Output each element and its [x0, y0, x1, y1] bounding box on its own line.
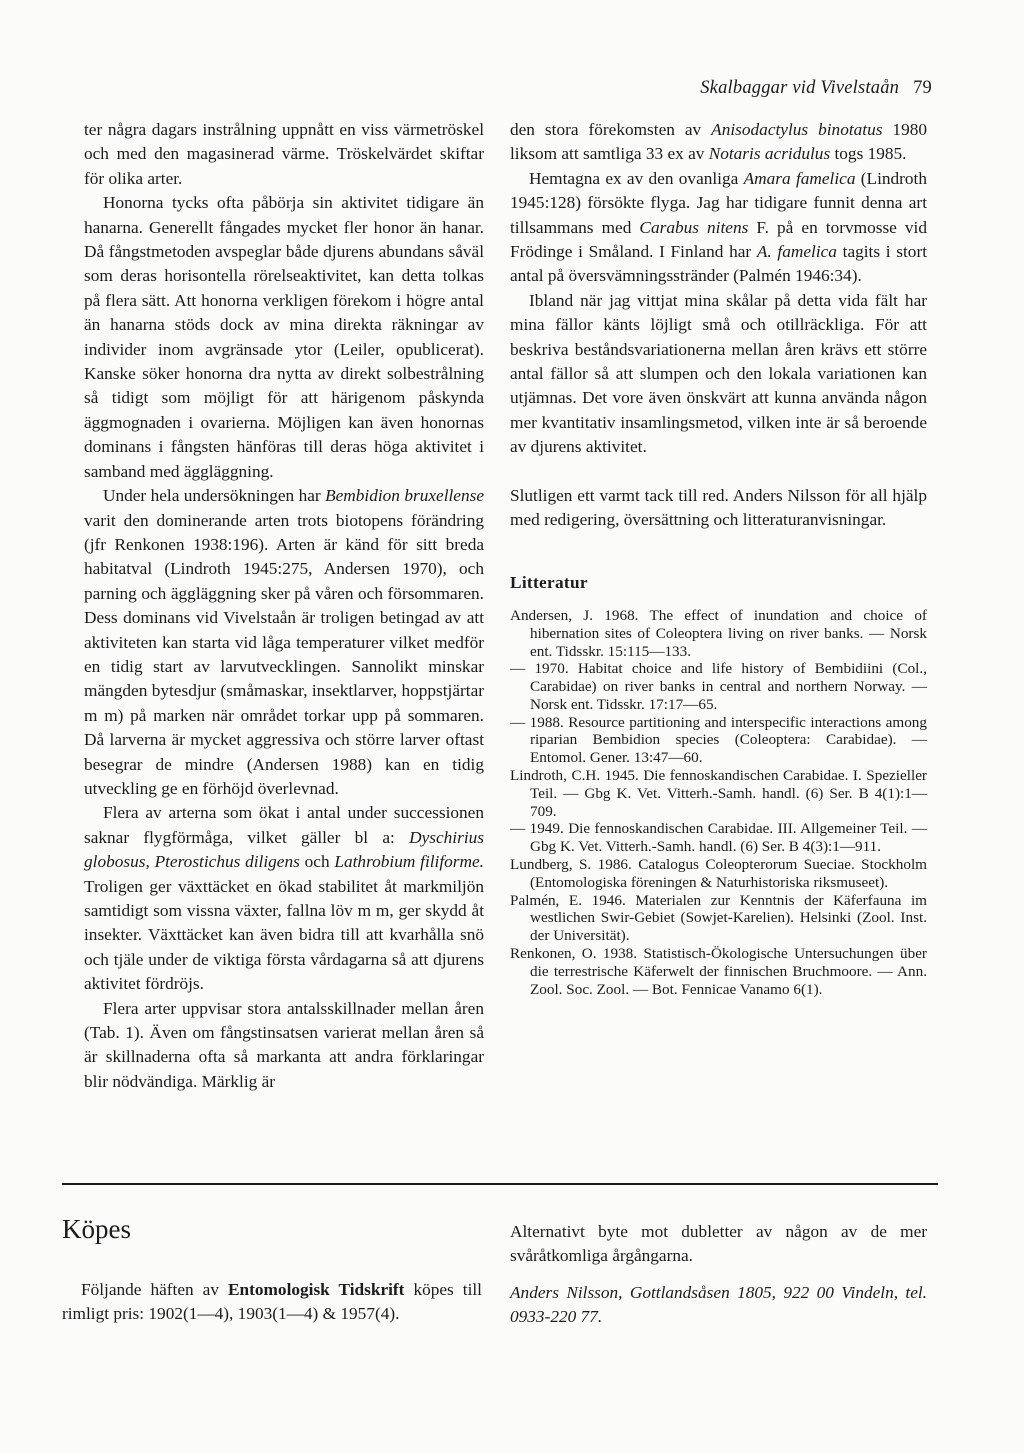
reference-item: — 1988. Resource partitioning and interspecific interactions among riparian Bembidion species (Coleoptera: Carabidae). — Entomol. Gener. 13:47—60.	[510, 713, 927, 767]
text-span: Flera av arterna som ökat i antal under successionen saknar flygförmåga, vilket gäller bl a:	[84, 803, 484, 847]
kopes-heading: Köpes	[62, 1214, 131, 1244]
reference-item: Lindroth, C.H. 1945. Die fennoskandischen Carabidae. I. Spezieller Teil. — Gbg K. Vet. Vitterh.-Samh. handl. (6) Ser. B 4(1):1—709.	[510, 767, 927, 820]
section-divider	[62, 1183, 938, 1185]
text-span: Under hela undersökningen har	[103, 486, 326, 506]
text-span: 1980 liksom att samtliga 33 ex av	[510, 120, 927, 164]
references-heading: Litteratur	[510, 572, 588, 592]
text-span: köpes till rimligt pris: 1902(1—4), 1903(1—4) & 1957(4).	[62, 1280, 482, 1323]
reference-list	[510, 607, 927, 999]
reference-item: — 1970. Habitat choice and life history of Bembidiini (Col., Carabidae) on river banks in central and northern Norway. — Norsk ent. Tidsskr. 17:17—65.	[510, 660, 927, 713]
species-name: Amara famelica	[743, 168, 856, 188]
species-name: Dyschirius globosus, Pterostichus diligens	[84, 827, 484, 872]
reference-item: Lundberg, S. 1986. Catalogus Coleopterorum Sueciae. Stockholm (Entomologiska föreningen & Naturhistoriska riksmuseet).	[510, 856, 927, 891]
text-span: togs 1985.	[830, 144, 907, 164]
running-header	[700, 78, 932, 99]
text-span: Följande häften av	[81, 1280, 228, 1299]
text-span: varit den dominerande arten trots biotopens förändring (jfr Renkonen 1938:196). Arten är känd för sitt breda habitatval (Lindroth 1945:275, Andersen 1970), och parning och äggläggning sker på våren och försommaren. Dess dominans vid Vivelstaån är troligen betingad av att aktiviteten kan starta vid låga temperaturer vilket medför en tidig start av larvutvecklingen. Sannolikt minskar mängden bytesdjur (småmaskar, insektlarver, hoppstjärtar m m) på marken när området torkar upp på sommaren. Då larverna är mycket aggressiva och större larver oftast besegrar de mindre (Andersen 1988) kan en tidig utveckling ge en förhöjd överlevnad.	[84, 510, 484, 798]
right-paragraph-1	[510, 118, 927, 167]
journal-name: Entomologisk Tidskrift	[228, 1280, 405, 1299]
reference-item: — 1949. Die fennoskandischen Carabidae. III. Allgemeiner Teil. — Gbg K. Vet. Vitterh.-Samh. handl. (6) Ser. B 4(3):1—911.	[510, 820, 927, 856]
left-paragraph-4	[84, 801, 484, 996]
left-paragraph-2: Honorna tycks ofta påbörja sin aktivitet tidigare än hanarna. Generellt fångades mycket fler honor än hanar. Då fångstmetoden avspeglar både djurens abundans såväl som deras horisontella rörelseaktivitet, kan detta tolkas på flera sätt. Att honorna verkligen förekom i högre antal än hanarna stöds dock av mina direkta räkningar av individer inom avgränsade ytor (Leiler, opublicerat). Kanske söker honorna dra nytta av direkt solbestrålning så tidigt som möjligt för att härigenom påskynda äggmognaden i ovarierna. Möjligen kan även honornas dominans i fångsten hänföras till deras höga aktivitet i samband med äggläggning.	[84, 193, 484, 481]
species-name: Bembidion bruxellense	[325, 486, 484, 506]
right-paragraph-3: Ibland när jag vittjat mina skålar på detta vida fält har mina fällor känts löjligt små och otillräckliga. För att beskriva beståndsvariationerna mellan åren krävs ett större antal fällor så att slumpen och den lokala variationen kan utjämnas. Det vore även önskvärt att kunna använda någon mer kvantitativ insamlingsmetod, vilken inte är så beroende av djurens aktivitet.	[510, 290, 927, 457]
reference-item: Palmén, E. 1946. Materialen zur Kenntnis der Käferfauna im westlichen Swir-Gebiet (Sowjet-Karelien). Helsinki (Zool. Inst. der Universität).	[510, 891, 927, 945]
kopes-right-column	[510, 1220, 927, 1328]
text-span: Hemtagna ex av den ovanliga	[529, 168, 744, 188]
left-column	[84, 118, 484, 1094]
text-span: F. på en torvmosse vid Frödinge i Småland. I Finland har	[510, 217, 927, 262]
running-header-title: Skalbaggar vid Vivelstaån	[700, 78, 900, 98]
text-span: tagits i stort antal på översvämningsstränder (Palmén 1946:34).	[510, 242, 928, 286]
species-name: A. famelica	[756, 242, 837, 262]
reference-item: Andersen, J. 1968. The effect of inundation and choice of hibernation sites of Coleoptera living on river banks. — Norsk ent. Tidsskr. 15:115—133.	[510, 606, 927, 660]
kopes-alternative: Alternativt byte mot dubletter av någon av de mer svåråtkomliga årgångarna.	[510, 1222, 927, 1265]
text-span: och	[299, 852, 335, 872]
page-number: 79	[913, 78, 932, 98]
species-name: Carabus nitens	[639, 217, 749, 237]
kopes-contact: Anders Nilsson, Gottlandsåsen 1805, 922 00 Vindeln, tel. 0933-220 77.	[510, 1283, 927, 1326]
acknowledgements: Slutligen ett varmt tack till red. Anders Nilsson för all hjälp med redigering, översättning och litteraturanvisningar.	[510, 485, 927, 530]
species-name: Anisodactylus binotatus	[711, 120, 883, 139]
species-name: Lathrobium filiforme.	[334, 852, 484, 872]
kopes-text	[62, 1278, 482, 1325]
left-paragraph-5: Flera arter uppvisar stora antalsskillnader mellan åren (Tab. 1). Även om fångstinsatsen varierat mellan åren så är skillnaderna ofta så markanta att andra förklaringar blir nödvändiga. Märklig är	[84, 998, 484, 1091]
text-span: (Lindroth 1945:128) försökte flyga. Jag har tidigare funnit denna art tillsammans med	[510, 168, 927, 237]
left-paragraph-1: ter några dagars instrålning uppnått en viss värmetröskel och med den magasinerad värme. Tröskelvärdet skiftar för olika arter.	[84, 120, 484, 188]
species-name: Notaris acridulus	[708, 144, 831, 164]
left-paragraph-3	[84, 484, 484, 801]
right-column	[510, 118, 927, 998]
text-span: den stora förekomsten av	[510, 120, 712, 139]
text-span: Troligen ger växttäcket en ökad stabilitet åt markmiljön samtidigt som vissna växter, fallna löv m m, ger skydd åt insekter. Växttäcket kan även bidra till att kvarhålla snö och tjäle under de viktiga första vårdagarna så att djurens aktivitet fördröjs.	[84, 876, 484, 994]
reference-item: Renkonen, O. 1938. Statistisch-Ökologische Untersuchungen über die terrestrische Käferwelt der finnischen Bruchmoore. — Ann. Zool. Soc. Zool. — Bot. Fennicae Vanamo 6(1).	[510, 945, 927, 998]
right-paragraph-2	[510, 167, 927, 289]
